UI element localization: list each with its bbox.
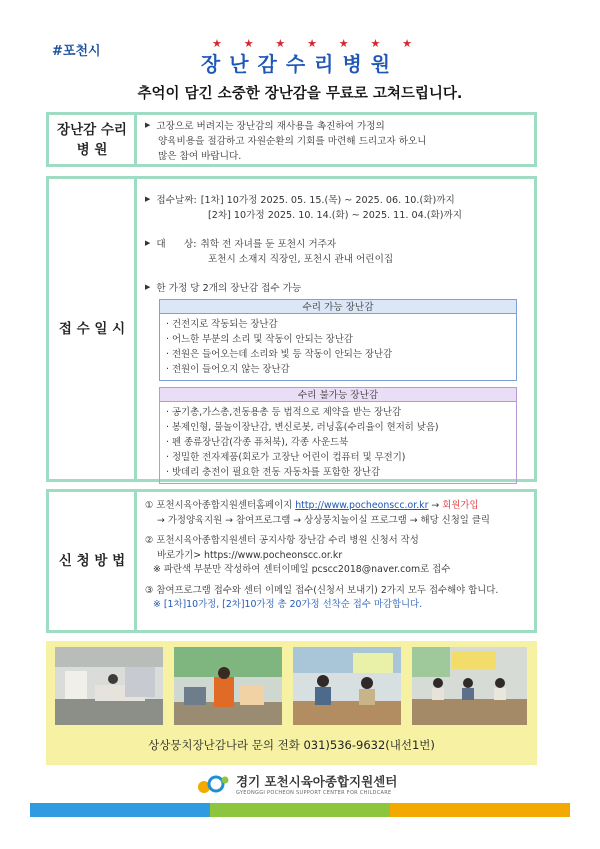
not-repairable-heading: 수리 불가능 장난감 xyxy=(159,387,517,402)
list-item: · 밧데리 충전이 필요한 전동 자동차를 포함한 장난감 xyxy=(166,467,381,478)
star-icon: ★ xyxy=(370,37,381,50)
reception-target: ▶ 대 상: 취학 전 자녀를 둔 포천시 거주자 xyxy=(145,237,526,252)
signup-link[interactable]: 회원가입 xyxy=(442,500,479,511)
star-icon: ★ xyxy=(243,37,254,50)
list-item: · 어느한 부분의 소리 및 작동이 안되는 장난감 xyxy=(166,334,353,345)
apply-step-2: ② 포천시육아종합지원센터 공지사항 장난감 수리 병원 신청서 작성 xyxy=(145,535,419,546)
triangle-bullet-icon: ▶ xyxy=(145,239,151,247)
page-subtitle: 추억이 담긴 소중한 장난감을 무료로 고쳐드립니다. xyxy=(137,86,463,102)
star-icon: ★ xyxy=(402,37,412,50)
list-item: · 봉제인형, 물놀이장난감, 변신로봇, 러닝홈(수리율이 현저히 낮음) xyxy=(166,422,439,433)
triangle-bullet-icon: ▶ xyxy=(145,121,151,129)
intro-label-box xyxy=(46,112,138,167)
center-name-en: GYEONGGI POCHEON SUPPORT CENTER FOR CHILDCARE xyxy=(236,790,392,796)
repairable-list xyxy=(159,314,517,381)
reception-date-2: [2차] 10가정 2025. 10. 14.(화) ~ 2025. 11. 04.(화)까지 xyxy=(208,210,463,221)
intro-line: 양육비용을 절감하고 자원순환의 기회를 마련해 드리고자 하오니 xyxy=(158,136,427,147)
star-icon: ★ xyxy=(212,37,222,50)
intro-line: ▶ 고장으로 버려지는 장난감의 재사용을 촉진하여 가정의 xyxy=(145,119,526,134)
star-icon: ★ xyxy=(338,37,349,50)
intro-line: 많은 참여 바랍니다. xyxy=(158,151,242,162)
apply-step-1-path: → 가정양육지원 → 참여프로그램 → 상상뭉치놀이실 프로그램 → 해당 신청일 클릭 xyxy=(157,514,490,526)
pocheon-city-logo: #포천시 xyxy=(52,44,101,59)
gallery-photo-2 xyxy=(174,647,282,725)
page-title: 장난감수리병원 xyxy=(200,52,400,76)
apply-label: 신 청 방 법 xyxy=(58,553,126,569)
apply-step-3: ③ 참여프로그램 접수와 센터 이메일 접수(신청서 보내기) 2가지 모두 접수해야 합니다. xyxy=(145,584,499,596)
apply-content-box xyxy=(134,489,537,633)
reception-limit: ▶ 한 가정 당 2개의 장난감 접수 가능 xyxy=(145,281,526,296)
apply-note: ※ [1차]10가정, [2차]10가정 총 20가정 선착순 접수 마감합니다. xyxy=(153,599,423,610)
intro-label: 장난감 수리 병 원 xyxy=(57,121,127,158)
gallery-photo-1 xyxy=(55,647,163,725)
star-icon: ★ xyxy=(275,37,286,50)
not-repairable-list xyxy=(159,402,517,484)
photo-gallery xyxy=(46,641,537,765)
center-name: 경기 포천시육아종합지원센터 xyxy=(236,774,398,789)
gallery-photo-4 xyxy=(412,647,527,725)
apply-step-2-note: ※ 파란색 부분만 작성하여 센터이메일 pcscc2018@naver.com로 접수 xyxy=(153,564,451,575)
reception-label: 접 수 일 시 xyxy=(58,321,126,337)
repairable-heading: 수리 가능 장난감 xyxy=(159,299,517,314)
apply-label-box xyxy=(46,489,138,633)
list-item: · 전원이 들어오지 않는 장난감 xyxy=(166,364,290,375)
apply-step-2-link[interactable]: 바로가기> https://www.pocheonscc.or.kr xyxy=(157,549,343,561)
intro-text-box xyxy=(134,112,537,167)
contact-info: 상상뭉치장난감나라 문의 전화 031)536-9632(내선1번) xyxy=(148,738,435,752)
list-item: · 전원은 들어오는데 소리와 빛 등 작동이 안되는 장난감 xyxy=(166,349,393,360)
gallery-photo-3 xyxy=(293,647,401,725)
center-logo-icon xyxy=(196,772,230,796)
list-item: · 공기총,가스총,전동용총 등 법적으로 제약을 받는 장난감 xyxy=(166,407,402,418)
triangle-bullet-icon: ▶ xyxy=(145,195,151,203)
list-item: · 정밀한 전자제품(회로가 고장난 어린이 컴퓨터 및 무전기) xyxy=(166,452,406,463)
apply-step-1: ① 포천시육아종합지원센터홈페이지 http://www.pocheonscc.or.kr → 회원가입 xyxy=(145,500,479,511)
triangle-bullet-icon: ▶ xyxy=(145,283,151,291)
homepage-link[interactable]: http://www.pocheonscc.or.kr xyxy=(295,500,429,511)
list-item: · 건전지로 작동되는 장난감 xyxy=(166,319,278,330)
footer-color-bar xyxy=(30,803,570,817)
reception-label-box xyxy=(46,176,138,482)
list-item: · 펜 종류장난감(각종 퓨처북), 각종 사운드북 xyxy=(166,437,349,448)
reception-content-box xyxy=(134,176,537,482)
star-icon: ★ xyxy=(307,37,317,50)
center-logo xyxy=(196,772,397,796)
reception-date: ▶ 접수날짜: [1차] 10가정 2025. 05. 15.(목) ~ 2025. 06. 10.(화)까지 xyxy=(145,193,526,208)
reception-target-2: 포천시 소재지 직장인, 포천시 관내 어린이집 xyxy=(208,254,394,265)
